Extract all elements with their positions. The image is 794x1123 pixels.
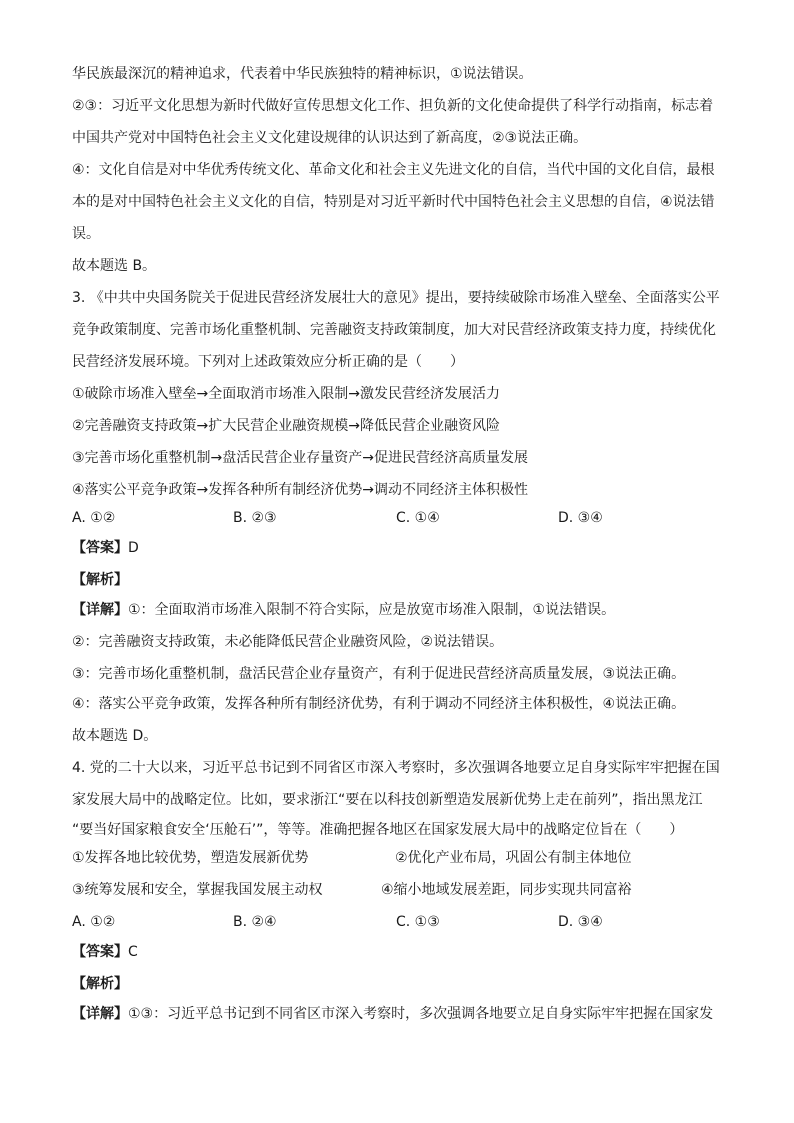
answer-value: D bbox=[128, 540, 139, 556]
detail-label: 【详解】 bbox=[72, 602, 128, 618]
q4-option-a: A. ①② bbox=[72, 914, 116, 930]
answer-value: C bbox=[128, 944, 138, 960]
q4-analysis-label: 【解析】 bbox=[72, 976, 128, 992]
q2-explanation-line: ②③：习近平文化思想为新时代做好宣传思想文化工作、担负新的文化使命提供了科学行动指南，标志着 bbox=[72, 98, 714, 114]
q3-option-d: D. ③④ bbox=[558, 510, 603, 526]
q4-stem-line: 4. 党的二十大以来，习近平总书记到不同省区市深入考察时，多次强调各地要立足自身实际牢牢把握在国 bbox=[72, 760, 720, 776]
detail-label: 【详解】 bbox=[72, 1006, 128, 1022]
q3-stem-line: 竞争政策制度、完善市场化重整机制、完善融资支持政策制度，加大对民营经济政策支持力度，持续优化 bbox=[72, 322, 716, 338]
q4-statement-1: ①发挥各地比较优势，塑造发展新优势 bbox=[72, 850, 309, 866]
answer-label: 【答案】 bbox=[72, 944, 128, 960]
q4-option-d: D. ③④ bbox=[558, 914, 603, 930]
q3-stem-line: 3. 《中共中央国务院关于促进民营经济发展壮大的意见》提出，要持续破除市场准入壁垒、全面落实公平 bbox=[72, 290, 720, 306]
q3-detail-4: ④：落实公平竞争政策，发挥各种所有制经济优势，有利于调动不同经济主体积极性，④说法正确。 bbox=[72, 696, 686, 712]
q4-statement-3: ③统筹发展和安全，掌握我国发展主动权 bbox=[72, 882, 323, 898]
answer-label: 【答案】 bbox=[72, 540, 128, 556]
q4-statement-4: ④缩小地域发展差距，同步实现共同富裕 bbox=[381, 882, 632, 898]
q4-stem-line: “要当好国家粮食安全‘压舱石’”，等等。准确把握各地区在国家发展大局中的战略定位旨在（ ） bbox=[72, 822, 684, 838]
q3-stem-line: 民营经济发展环境。下列对上述政策效应分析正确的是（ ） bbox=[72, 354, 464, 370]
q3-analysis-label: 【解析】 bbox=[72, 572, 128, 588]
q4-stem-line: 家发展大局中的战略定位。比如，要求浙江“要在以科技创新塑造发展新优势上走在前列”，指出黑龙江 bbox=[72, 792, 703, 808]
q3-detail-3: ③：完善市场化重整机制，盘活民营企业存量资产，有利于促进民营经济高质量发展，③说法正确。 bbox=[72, 666, 686, 682]
detail-text: ①③：习近平总书记到不同省区市深入考察时，多次强调各地要立足自身实际牢牢把握在国家发 bbox=[128, 1006, 714, 1022]
q3-statement-3: ③完善市场化重整机制→盘活民营企业存量资产→促进民营经济高质量发展 bbox=[72, 450, 529, 466]
q2-explanation-line: 华民族最深沉的精神追求，代表着中华民族独特的精神标识，①说法错误。 bbox=[72, 66, 533, 82]
q2-explanation-line: 本的是对中国特色社会主义文化的自信，特别是对习近平新时代中国特色社会主义思想的自信，④说法错 bbox=[72, 194, 715, 210]
q3-statement-1: ①破除市场准入壁垒→全面取消市场准入限制→激发民营经济发展活力 bbox=[72, 386, 501, 402]
q3-conclusion: 故本题选 D。 bbox=[72, 728, 158, 744]
q2-conclusion: 故本题选 B。 bbox=[72, 258, 157, 274]
detail-text: ①：全面取消市场准入限制不符合实际，应是放宽市场准入限制，①说法错误。 bbox=[128, 602, 616, 618]
q2-explanation-line: 中国共产党对中国特色社会主义文化建设规律的认识达到了新高度，②③说法正确。 bbox=[72, 130, 588, 146]
q3-statement-2: ②完善融资支持政策→扩大民营企业融资规模→降低民营企业融资风险 bbox=[72, 418, 501, 434]
q3-statement-4: ④落实公平竞争政策→发挥各种所有制经济优势→调动不同经济主体积极性 bbox=[72, 482, 529, 498]
q4-option-c: C. ①③ bbox=[396, 914, 440, 930]
q4-option-b: B. ②④ bbox=[233, 914, 277, 930]
q2-explanation-line: 误。 bbox=[72, 226, 100, 242]
q3-detail-2: ②：完善融资支持政策，未必能降低民营企业融资风险，②说法错误。 bbox=[72, 634, 504, 650]
q3-detail-1 bbox=[72, 600, 732, 620]
q3-answer bbox=[72, 538, 732, 558]
q3-option-a: A. ①② bbox=[72, 510, 116, 526]
q4-detail-1 bbox=[72, 1004, 732, 1024]
q3-option-c: C. ①④ bbox=[396, 510, 440, 526]
q4-answer bbox=[72, 942, 732, 962]
q4-statement-2: ②优化产业布局，巩固公有制主体地位 bbox=[395, 850, 632, 866]
q2-explanation-line: ④：文化自信是对中华优秀传统文化、革命文化和社会主义先进文化的自信，当代中国的文化自信，最根 bbox=[72, 162, 715, 178]
q3-option-b: B. ②③ bbox=[233, 510, 277, 526]
